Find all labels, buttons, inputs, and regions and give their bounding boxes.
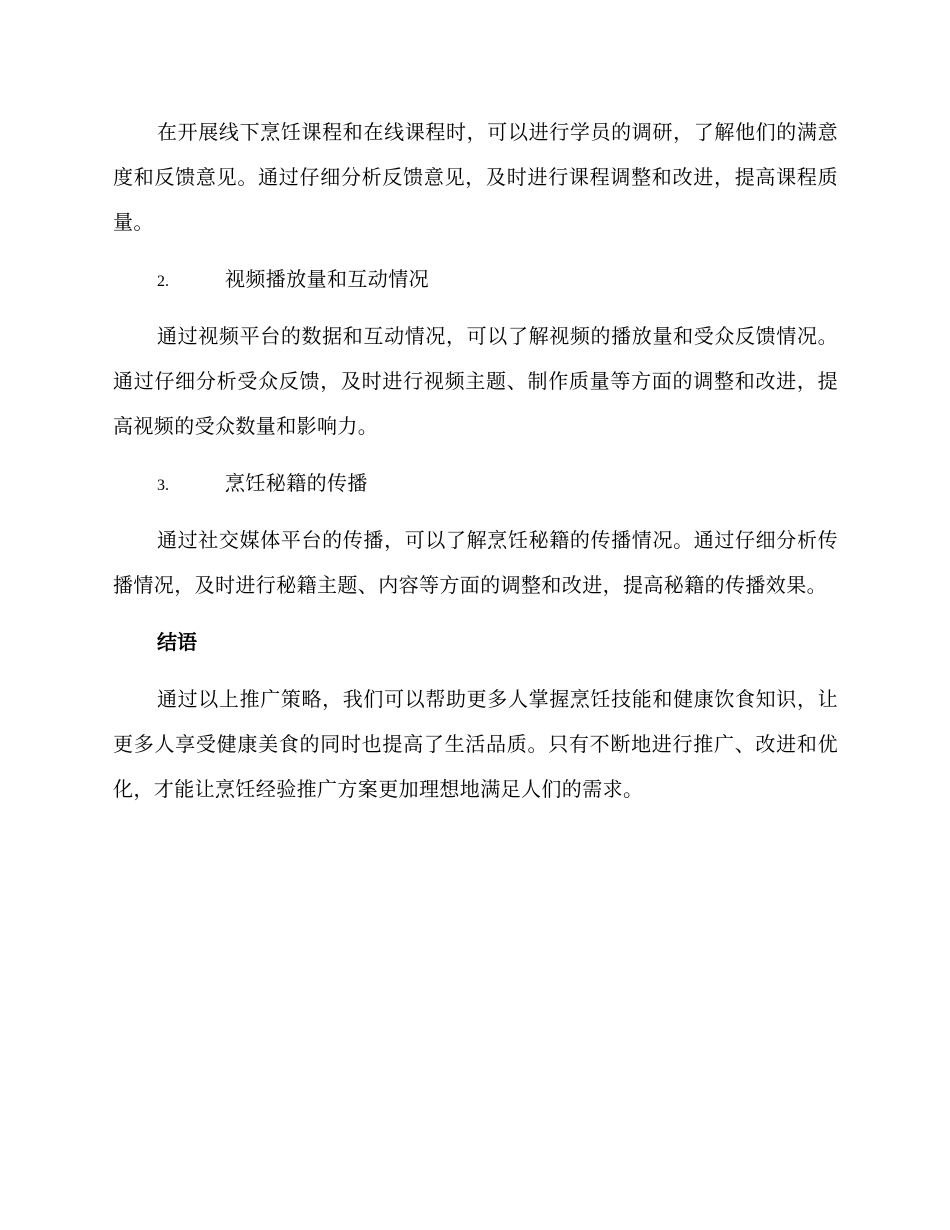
paragraph-video-feedback: 通过视频平台的数据和互动情况，可以了解视频的播放量和受众反馈情况。通过仔细分析受众反馈，及时进行视频主题、制作质量等方面的调整和改进，提高视频的受众数量和影响力。 — [113, 324, 838, 438]
spacer — [113, 608, 838, 620]
spacer — [113, 449, 838, 461]
list-text: 视频播放量和互动情况 — [225, 267, 429, 291]
paragraph-social-spread: 通过社交媒体平台的传播，可以了解烹饪秘籍的传播情况。通过仔细分析传播情况，及时进行秘籍主题、内容等方面的调整和改进，提高秘籍的传播效果。 — [113, 528, 838, 597]
document-page — [113, 110, 838, 812]
spacer — [113, 665, 838, 677]
list-number: 3. — [157, 477, 169, 494]
list-text: 烹饪秘籍的传播 — [225, 471, 368, 495]
list-item-recipe-spread — [113, 461, 838, 506]
paragraph-course-feedback: 在开展线下烹饪课程和在线课程时，可以进行学员的调研，了解他们的满意度和反馈意见。通过仔细分析反馈意见，及时进行课程调整和改进，提高课程质量。 — [113, 120, 838, 234]
list-item-video-views — [113, 257, 838, 302]
list-number: 2. — [157, 273, 169, 290]
spacer — [113, 245, 838, 257]
paragraph-conclusion: 通过以上推广策略，我们可以帮助更多人掌握烹饪技能和健康饮食知识，让更多人享受健康美食的同时也提高了生活品质。只有不断地进行推广、改进和优化，才能让烹饪经验推广方案更加理想地满足人们的需求。 — [113, 687, 838, 801]
heading-conclusion: 结语 — [157, 630, 197, 654]
